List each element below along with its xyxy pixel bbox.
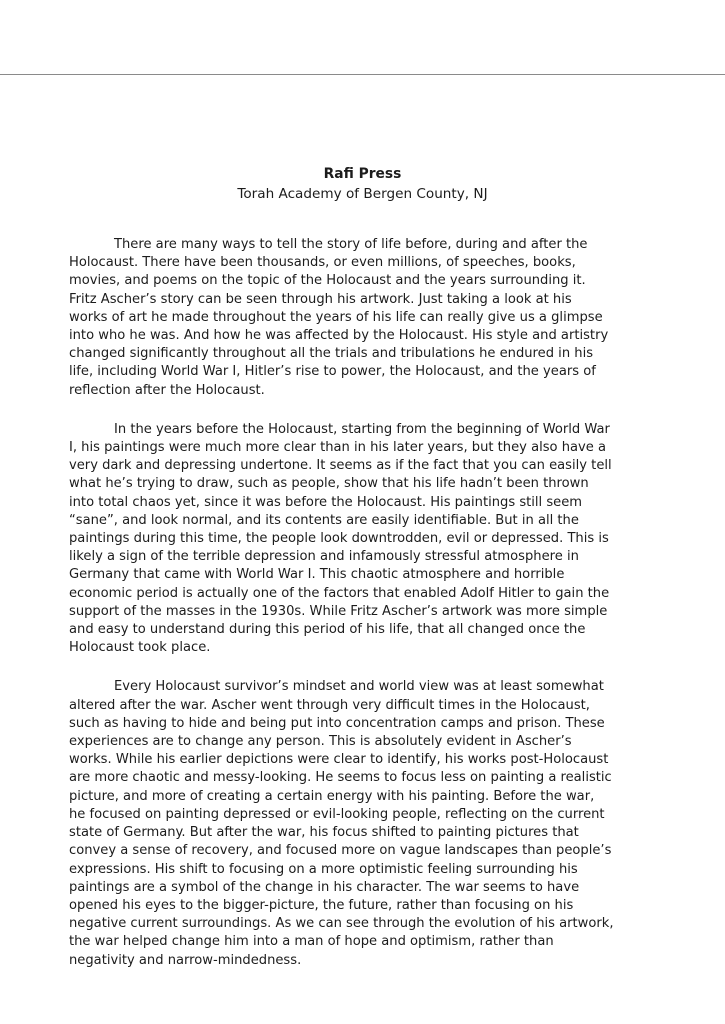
- paragraph-line: [69, 382, 661, 400]
- line-text: such as having to hide and being put into concentration camps and prison. These: [69, 715, 605, 731]
- line-text: support of the masses in the 1930s. While Fritz Ascher’s artwork was more simple: [69, 603, 608, 619]
- paragraph-line: [69, 236, 661, 254]
- paragraph-line: [69, 548, 661, 566]
- line-text: life, including World War I, Hitler’s rise to power, the Holocaust, and the years of: [69, 364, 596, 380]
- line-text: Holocaust. There have been thousands, or even millions, of speeches, books,: [69, 255, 576, 271]
- paragraph-line: [69, 363, 661, 381]
- line-text: works. While his earlier depictions were clear to identify, his works post-Holocaust: [69, 752, 609, 768]
- paragraph-line: [69, 309, 661, 327]
- line-text: In the years before the Holocaust, starting from the beginning of World War: [114, 421, 610, 437]
- line-text: Fritz Ascher’s story can be seen through his artwork. Just taking a look at his: [69, 291, 572, 307]
- paragraph-line: [69, 291, 661, 309]
- paragraph-line: [69, 327, 661, 345]
- line-text: and easy to understand during this period of his life, that all changed once the: [69, 622, 586, 638]
- paragraph-line: [69, 697, 661, 715]
- line-text: expressions. His shift to focusing on a more optimistic feeling surrounding his: [69, 861, 578, 877]
- paragraph-line: [69, 788, 661, 806]
- line-text: very dark and depressing undertone. It seems as if the fact that you can easily tell: [69, 458, 612, 474]
- line-text: altered after the war. Ascher went through very difficult times in the Holocaust,: [69, 697, 590, 713]
- paragraph-line: [69, 421, 661, 439]
- line-text: into who he was. And how he was affected by the Holocaust. His style and artistry: [69, 328, 609, 344]
- paragraph-line: [69, 603, 661, 621]
- line-text: opened his eyes to the bigger-picture, the future, rather than focusing on his: [69, 897, 574, 913]
- line-text: reflection after the Holocaust.: [69, 382, 265, 398]
- paragraph-line: [69, 879, 661, 897]
- line-text: economic period is actually one of the factors that enabled Adolf Hitler to gain the: [69, 585, 610, 601]
- paragraph-line: [69, 272, 661, 290]
- paragraph-line: [69, 585, 661, 603]
- paragraph-line: [69, 806, 661, 824]
- paragraph-line: [69, 751, 661, 769]
- paragraph-line: [69, 439, 661, 457]
- line-text: state of Germany. But after the war, his focus shifted to painting pictures that: [69, 825, 579, 841]
- paragraph-line: [69, 621, 661, 639]
- line-text: paintings are a symbol of the change in his character. The war seems to have: [69, 879, 580, 895]
- paragraph-line: [69, 345, 661, 363]
- line-text: convey a sense of recovery, and focused more on vague landscapes than people’s: [69, 843, 612, 859]
- paragraph-3: [69, 678, 661, 969]
- paragraph-line: [69, 530, 661, 548]
- paragraph-line: [69, 494, 661, 512]
- paragraph-line: [69, 897, 661, 915]
- line-text: negative current surroundings. As we can see through the evolution of his artwork,: [69, 916, 614, 932]
- paragraph-line: [69, 861, 661, 879]
- line-text: the war helped change him into a man of hope and optimism, rather than: [69, 934, 554, 950]
- line-text: picture, and more of creating a certain energy with his painting. Before the war,: [69, 788, 595, 804]
- paragraph-1: [69, 236, 661, 400]
- line-text: works of art he made throughout the years of his life can really give us a glimpse: [69, 309, 603, 325]
- paragraph-line: [69, 457, 661, 475]
- line-text: Germany that came with World War I. This chaotic atmosphere and horrible: [69, 567, 565, 583]
- paragraph-line: [69, 733, 661, 751]
- paragraph-line: [69, 678, 661, 696]
- line-text: movies, and poems on the topic of the Holocaust and the years surrounding it.: [69, 273, 586, 289]
- line-text: paintings during this time, the people look downtrodden, evil or depressed. This is: [69, 531, 609, 547]
- paragraph-line: [69, 842, 661, 860]
- paragraph-2: [69, 421, 661, 658]
- paragraph-line: [69, 512, 661, 530]
- school-affiliation: Torah Academy of Bergen County, NJ: [237, 186, 488, 202]
- line-text: I, his paintings were much more clear than in his later years, but they also have a: [69, 440, 607, 456]
- line-text: are more chaotic and messy-looking. He seems to focus less on painting a realistic: [69, 770, 612, 786]
- paragraph-line: [69, 475, 661, 493]
- paragraph-line: [69, 566, 661, 584]
- line-text: There are many ways to tell the story of life before, during and after the: [114, 237, 588, 252]
- line-text: into total chaos yet, since it was before the Holocaust. His paintings still seem: [69, 494, 583, 510]
- author-name: Rafi Press: [323, 166, 402, 182]
- paragraph-line: [69, 254, 661, 272]
- line-text: experiences are to change any person. This is absolutely evident in Ascher’s: [69, 734, 572, 750]
- line-text: what he’s trying to draw, such as people, show that his life hadn’t been thrown: [69, 476, 589, 492]
- paragraph-line: [69, 824, 661, 842]
- paragraph-line: [69, 769, 661, 787]
- line-text: likely a sign of the terrible depression and infamously stressful atmosphere in: [69, 549, 579, 565]
- paragraph-line: [69, 952, 661, 970]
- paragraph-line: [69, 639, 661, 657]
- line-text: Holocaust took place.: [69, 640, 211, 656]
- paragraph-line: [69, 915, 661, 933]
- top-rule-divider: [0, 74, 725, 75]
- line-text: negativity and narrow-mindedness.: [69, 952, 302, 968]
- paragraph-line: [69, 715, 661, 733]
- line-text: he focused on painting depressed or evil-looking people, reflecting on the current: [69, 806, 605, 822]
- paragraph-line: [69, 933, 661, 951]
- essay-body: [69, 236, 661, 991]
- line-text: Every Holocaust survivor’s mindset and world view was at least somewhat: [114, 679, 604, 695]
- line-text: “sane”, and look normal, and its contents are easily identifiable. But in all the: [69, 512, 579, 528]
- line-text: changed significantly throughout all the trials and tribulations he endured in his: [69, 346, 594, 362]
